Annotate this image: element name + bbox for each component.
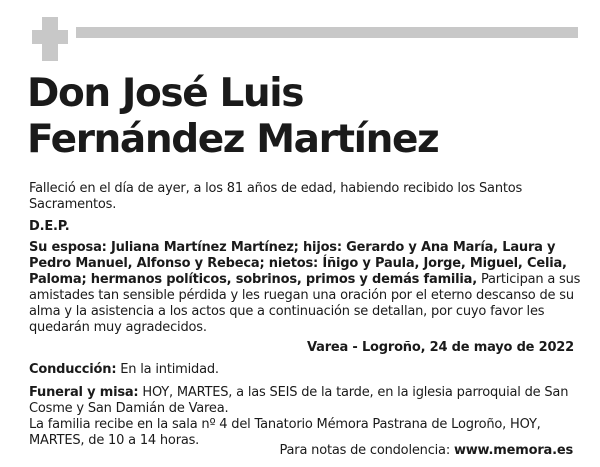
condolence-link[interactable]: www.memora.es bbox=[453, 443, 573, 458]
cross-icon bbox=[32, 17, 68, 61]
tanatorio-text: La familia recibe en la sala nº 4 del Tanatorio Mémora Pastrana de Logroño, HOY, MARTES, de 10 a 14 horas. bbox=[29, 417, 541, 448]
header-rule bbox=[76, 27, 578, 38]
funeral-section bbox=[29, 385, 581, 449]
family-section bbox=[29, 240, 581, 336]
conduccion-text: En la intimidad. bbox=[120, 362, 219, 377]
funeral-label: Funeral y misa: bbox=[29, 385, 139, 400]
place-date: Varea - Logroño, 24 de mayo de 2022 bbox=[306, 340, 574, 355]
conduccion-label: Conducción: bbox=[29, 362, 117, 377]
relatives-text: Su esposa: Juliana Martínez Martínez; hijos: Gerardo y Ana María, Laura y Pedro Manuel, Alfonso y Rebeca; nietos: Íñigo y Paula, Jorge, Miguel, Celia, Paloma; hermanos políticos, sobrinos, primos y demás familia, bbox=[29, 240, 567, 287]
name-line-2: Fernández Martínez bbox=[27, 117, 439, 162]
dep-text: D.E.P. bbox=[29, 219, 70, 234]
condolence-line bbox=[279, 443, 573, 458]
funeral-text: HOY, MARTES, a las SEIS de la tarde, en la iglesia parroquial de San Cosme y San Damián de Varea. bbox=[29, 385, 569, 416]
family-message: Participan a sus amistades tan sensible pérdida y les ruegan una oración por el eterno descanso de su alma y la asistencia a los actos que a continuación se detallan, por cuyo favor les quedarán muy agradecidos. bbox=[29, 272, 581, 335]
conduccion-section bbox=[29, 362, 581, 378]
name-line-1: Don José Luis bbox=[27, 71, 304, 116]
deceased-name bbox=[27, 71, 587, 163]
intro-text: Falleció en el día de ayer, a los 81 años de edad, habiendo recibido los Santos Sacramentos. bbox=[29, 181, 523, 212]
condolence-prefix: Para notas de condolencia: bbox=[279, 443, 450, 458]
